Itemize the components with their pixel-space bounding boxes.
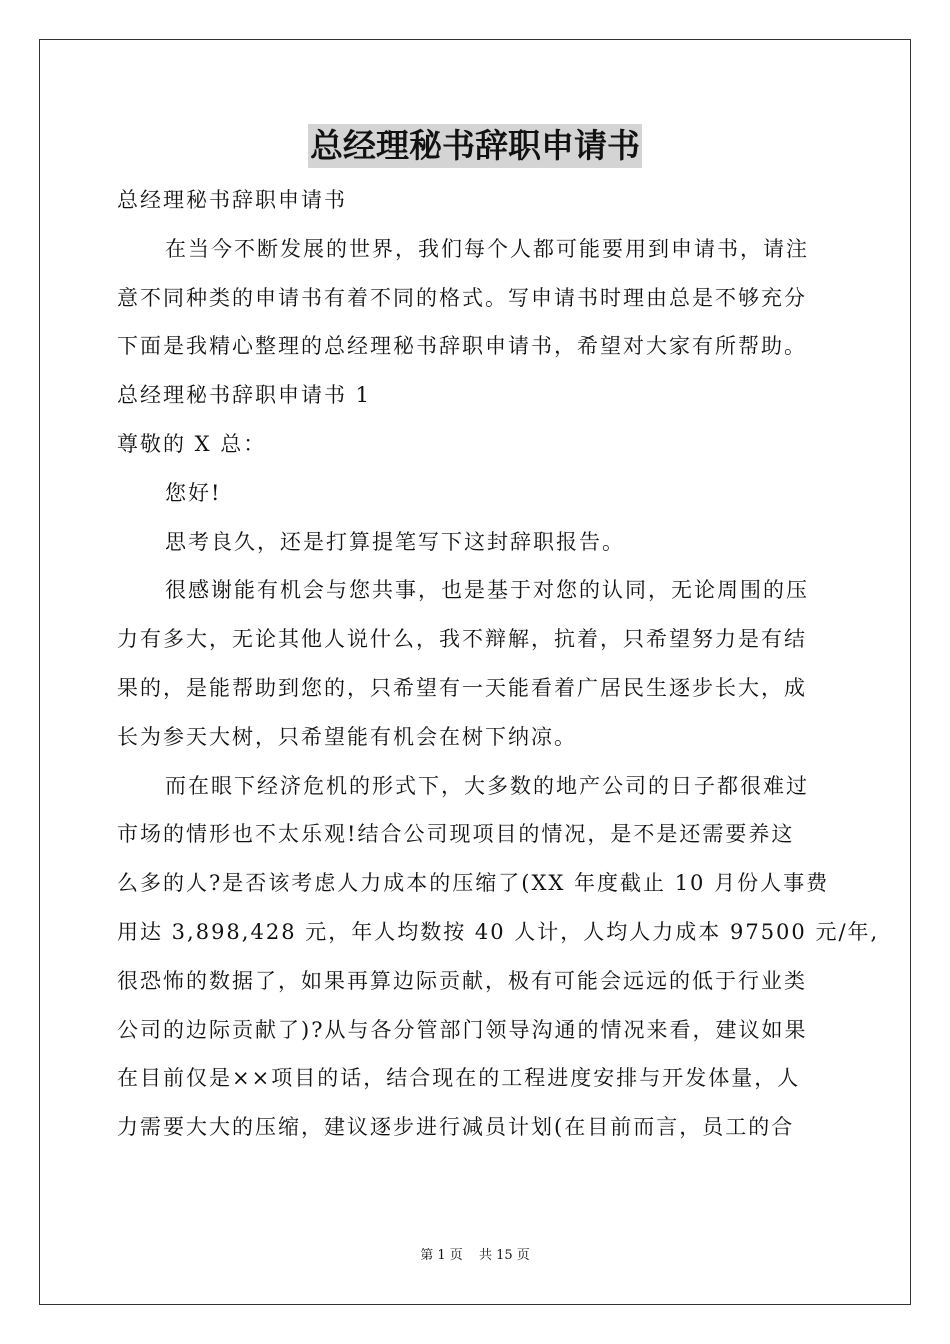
page-total: 共 15 页 <box>478 1248 530 1263</box>
paragraph-line: 用达 3,898,428 元，年人均数按 40 人计，人均人力成本 97500 元/年, <box>117 919 880 944</box>
paragraph-line: 而在眼下经济危机的形式下，大多数的地产公司的日子都很难过 <box>165 773 809 798</box>
paragraph-line: 力需要大大的压缩，建议逐步进行减员计划(在目前而言，员工的合 <box>117 1115 795 1140</box>
paragraph-line: 意不同种类的申请书有着不同的格式。写申请书时理由总是不够充分 <box>117 285 807 310</box>
subtitle-line: 总经理秘书辞职申请书 <box>117 188 347 212</box>
title-container <box>0 124 950 168</box>
paragraph-line: 市场的情形也不太乐观!结合公司现项目的情况，是不是还需要养这 <box>117 822 795 847</box>
section-heading: 总经理秘书辞职申请书 1 <box>117 383 372 408</box>
paragraph-line: 么多的人?是否该考虑人力成本的压缩了(XX 年度截止 10 月份人事费 <box>117 871 830 896</box>
paragraph-line: 长为参天大树，只希望能有机会在树下纳凉。 <box>117 724 577 749</box>
greeting: 您好! <box>165 480 222 505</box>
document-body <box>117 176 880 1152</box>
paragraph-line: 果的，是能帮助到您的，只希望有一天能看着广居民生逐步长大，成 <box>117 675 807 700</box>
page-number: 第 1 页 <box>420 1248 463 1263</box>
paragraph-line: 很感谢能有机会与您共事，也是基于对您的认同，无论周围的压 <box>165 578 809 603</box>
salutation: 尊敬的 X 总： <box>117 431 267 456</box>
paragraph-line: 思考良久，还是打算提笔写下这封辞职报告。 <box>165 529 625 554</box>
paragraph-line: 在目前仅是××项目的话，结合现在的工程进度安排与开发体量，人 <box>117 1066 801 1091</box>
page-footer <box>0 1244 950 1263</box>
paragraph-line: 公司的边际贡献了)?从与各分管部门领导沟通的情况来看，建议如果 <box>117 1017 808 1042</box>
paragraph-line: 力有多大，无论其他人说什么，我不辩解，抗着，只希望努力是有结 <box>117 627 807 652</box>
paragraph-line: 在当今不断发展的世界，我们每个人都可能要用到申请书，请注 <box>165 236 809 261</box>
document-title: 总经理秘书辞职申请书 <box>308 124 642 168</box>
paragraph-line: 很恐怖的数据了，如果再算边际贡献，极有可能会远远的低于行业类 <box>117 968 807 993</box>
paragraph-line: 下面是我精心整理的总经理秘书辞职申请书，希望对大家有所帮助。 <box>117 334 807 359</box>
